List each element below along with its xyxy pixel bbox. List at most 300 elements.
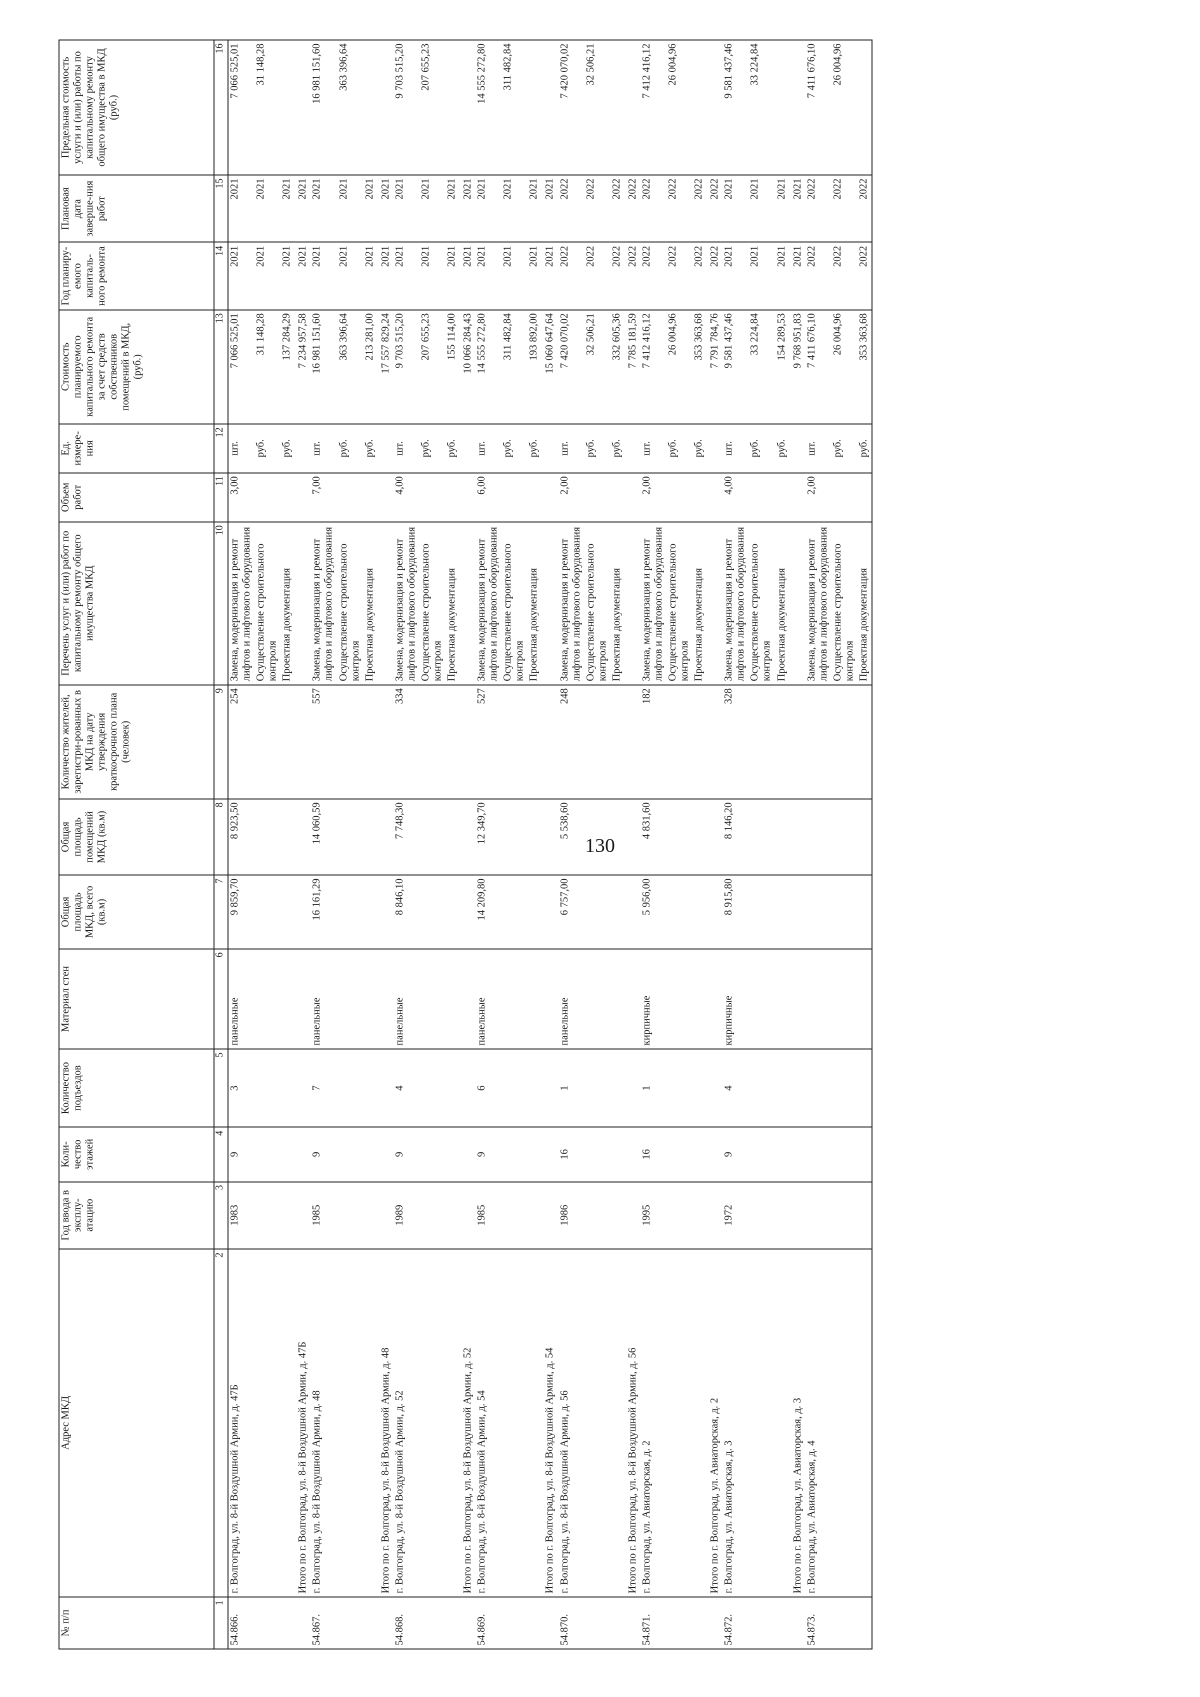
wall-material	[281, 949, 295, 1049]
commission-year	[805, 1182, 831, 1249]
work-volume	[255, 473, 281, 522]
work-name: Замена, модернизация и ремонт лифтов и лифтового оборудования	[640, 522, 666, 685]
work-unit: руб.	[749, 424, 775, 473]
total-limit-cost	[542, 40, 558, 175]
total-area	[667, 875, 693, 949]
work-volume: 2,00	[558, 473, 584, 522]
total-label: Итого по г. Волгоград, ул. 8-й Воздушной Армии, д. 56	[624, 1249, 640, 1597]
address-cell	[693, 1249, 707, 1597]
work-volume	[502, 473, 528, 522]
wall-material	[419, 949, 445, 1049]
work-year: 2022	[667, 242, 693, 309]
total-row	[707, 40, 723, 1649]
table-cell	[707, 1182, 723, 1249]
wall-material	[502, 949, 528, 1049]
table-cell	[624, 799, 640, 875]
table-cell	[295, 424, 311, 473]
work-name: Осуществление строительного контроля	[667, 522, 693, 685]
table-row	[476, 40, 502, 1649]
table-row	[528, 40, 542, 1649]
total-year: 2021	[460, 242, 476, 309]
table-cell	[460, 1597, 476, 1649]
floors-count	[255, 1127, 281, 1181]
work-volume	[667, 473, 693, 522]
residents-count	[749, 685, 775, 799]
column-header: № п/п	[59, 1597, 214, 1649]
wall-material	[831, 949, 857, 1049]
work-end-date: 2021	[502, 175, 528, 242]
table-cell	[377, 1127, 393, 1181]
address-cell: г. Волгоград, ул. 8-й Воздушной Армии, д. 56	[558, 1249, 584, 1597]
column-number: 15	[214, 175, 228, 242]
residents-count	[502, 685, 528, 799]
work-limit-cost	[775, 40, 789, 175]
work-name: Замена, модернизация и ремонт лифтов и лифтового оборудования	[723, 522, 749, 685]
rooms-area: 8 146,20	[723, 799, 749, 875]
commission-year: 1985	[311, 1182, 337, 1249]
table-cell	[460, 799, 476, 875]
work-cost: 9 703 515,20	[393, 310, 419, 424]
work-end-date: 2022	[584, 175, 610, 242]
work-name: Проектная документация	[857, 522, 872, 685]
table-cell	[295, 522, 311, 685]
total-row	[460, 40, 476, 1649]
work-limit-cost	[281, 40, 295, 175]
table-cell	[460, 1127, 476, 1181]
work-volume	[693, 473, 707, 522]
table-cell	[460, 522, 476, 685]
work-year: 2021	[363, 242, 377, 309]
table-cell	[624, 1049, 640, 1127]
entrances-count	[528, 1049, 542, 1127]
work-cost: 16 981 151,60	[311, 310, 337, 424]
floors-count: 16	[558, 1127, 584, 1181]
wall-material	[667, 949, 693, 1049]
table-row	[255, 40, 281, 1649]
rooms-area: 12 349,70	[476, 799, 502, 875]
column-number: 9	[214, 685, 228, 799]
table-cell	[707, 473, 723, 522]
work-year: 2022	[857, 242, 872, 309]
wall-material	[857, 949, 872, 1049]
entrances-count: 3	[228, 1049, 255, 1127]
address-cell: г. Волгоград, ул. 8-й Воздушной Армии, д. 52	[393, 1249, 419, 1597]
entrances-count: 7	[311, 1049, 337, 1127]
work-end-date: 2022	[610, 175, 624, 242]
floors-count: 9	[311, 1127, 337, 1181]
work-volume	[337, 473, 363, 522]
entrances-count	[667, 1049, 693, 1127]
column-header: Адрес МКД	[59, 1249, 214, 1597]
floors-count	[667, 1127, 693, 1181]
work-year: 2021	[393, 242, 419, 309]
total-area	[528, 875, 542, 949]
address-cell: г. Волгоград, ул. 8-й Воздушной Армии, д. 47Б	[228, 1249, 255, 1597]
commission-year: 1985	[476, 1182, 502, 1249]
table-cell	[377, 949, 393, 1049]
entrances-count	[857, 1049, 872, 1127]
work-end-date: 2021	[723, 175, 749, 242]
column-number: 14	[214, 242, 228, 309]
total-row	[624, 40, 640, 1649]
residents-count	[281, 685, 295, 799]
work-year: 2021	[476, 242, 502, 309]
address-cell	[610, 1249, 624, 1597]
total-area	[805, 875, 831, 949]
wall-material	[446, 949, 460, 1049]
work-year: 2022	[831, 242, 857, 309]
work-unit: руб.	[502, 424, 528, 473]
work-limit-cost: 16 981 151,60	[311, 40, 337, 175]
floors-count	[419, 1127, 445, 1181]
table-cell	[624, 1127, 640, 1181]
work-end-date: 2021	[228, 175, 255, 242]
work-year: 2021	[255, 242, 281, 309]
table-cell	[707, 424, 723, 473]
residents-count	[337, 685, 363, 799]
table-row	[337, 40, 363, 1649]
column-header: Коли-чество этажей	[59, 1127, 214, 1181]
work-year: 2022	[805, 242, 831, 309]
address-cell: г. Волгоград, ул. Авиаторская, д. 3	[723, 1249, 749, 1597]
address-cell	[857, 1249, 872, 1597]
table-cell	[295, 875, 311, 949]
row-number	[667, 1597, 693, 1649]
work-cost: 7 412 416,12	[640, 310, 666, 424]
total-area	[610, 875, 624, 949]
work-end-date: 2022	[805, 175, 831, 242]
floors-count	[857, 1127, 872, 1181]
commission-year	[255, 1182, 281, 1249]
address-cell	[584, 1249, 610, 1597]
floors-count	[693, 1127, 707, 1181]
total-year: 2022	[624, 242, 640, 309]
work-cost: 26 004,96	[667, 310, 693, 424]
entrances-count: 1	[558, 1049, 584, 1127]
row-number	[255, 1597, 281, 1649]
table-cell	[542, 1049, 558, 1127]
row-number: 54.868.	[393, 1597, 419, 1649]
work-unit: шт.	[311, 424, 337, 473]
floors-count	[446, 1127, 460, 1181]
repair-plan-table	[59, 40, 873, 1650]
work-year: 2021	[528, 242, 542, 309]
table-cell	[707, 1049, 723, 1127]
total-area	[749, 875, 775, 949]
total-row	[295, 40, 311, 1649]
work-limit-cost	[857, 40, 872, 175]
total-limit-cost	[460, 40, 476, 175]
total-area	[584, 875, 610, 949]
work-end-date: 2021	[281, 175, 295, 242]
work-name: Проектная документация	[446, 522, 460, 685]
work-cost: 154 289,53	[775, 310, 789, 424]
work-end-date: 2021	[749, 175, 775, 242]
column-header: Перечень услуг и (или) работ по капитальному ремонту общего имущества МКД	[59, 522, 214, 685]
work-unit: руб.	[775, 424, 789, 473]
rooms-area	[857, 799, 872, 875]
total-area	[857, 875, 872, 949]
work-end-date: 2021	[446, 175, 460, 242]
address-cell: г. Волгоград, ул. Авиаторская, д. 4	[805, 1249, 831, 1597]
row-number	[857, 1597, 872, 1649]
work-year: 2021	[228, 242, 255, 309]
work-year: 2022	[693, 242, 707, 309]
work-limit-cost: 26 004,96	[667, 40, 693, 175]
wall-material: панельные	[228, 949, 255, 1049]
work-name: Проектная документация	[281, 522, 295, 685]
row-number: 54.866.	[228, 1597, 255, 1649]
floors-count: 9	[723, 1127, 749, 1181]
work-cost: 31 148,28	[255, 310, 281, 424]
total-area: 6 757,00	[558, 875, 584, 949]
wall-material	[363, 949, 377, 1049]
work-name: Осуществление строительного контроля	[255, 522, 281, 685]
table-row	[775, 40, 789, 1649]
column-number-row	[214, 40, 228, 1649]
commission-year	[693, 1182, 707, 1249]
work-volume: 2,00	[640, 473, 666, 522]
commission-year	[502, 1182, 528, 1249]
table-cell	[542, 949, 558, 1049]
total-end-date: 2022	[707, 175, 723, 242]
column-header: Год планиру-емого капиталь-ного ремонта	[59, 242, 214, 309]
floors-count	[749, 1127, 775, 1181]
total-label: Итого по г. Волгоград, ул. Авиаторская, д. 3	[789, 1249, 805, 1597]
table-cell	[542, 875, 558, 949]
work-year: 2022	[640, 242, 666, 309]
table-cell	[789, 799, 805, 875]
residents-count	[446, 685, 460, 799]
work-limit-cost: 26 004,96	[831, 40, 857, 175]
work-unit: руб.	[363, 424, 377, 473]
work-unit: шт.	[228, 424, 255, 473]
column-header: Ед. измере-ния	[59, 424, 214, 473]
work-name: Осуществление строительного контроля	[831, 522, 857, 685]
total-area	[502, 875, 528, 949]
residents-count: 557	[311, 685, 337, 799]
entrances-count: 1	[640, 1049, 666, 1127]
table-row	[610, 40, 624, 1649]
work-volume	[528, 473, 542, 522]
wall-material	[528, 949, 542, 1049]
commission-year: 1972	[723, 1182, 749, 1249]
rooms-area	[584, 799, 610, 875]
total-year: 2021	[789, 242, 805, 309]
floors-count	[805, 1127, 831, 1181]
work-limit-cost	[610, 40, 624, 175]
entrances-count	[502, 1049, 528, 1127]
table-row	[502, 40, 528, 1649]
work-end-date: 2022	[693, 175, 707, 242]
floors-count	[584, 1127, 610, 1181]
work-limit-cost: 363 396,64	[337, 40, 363, 175]
address-cell	[667, 1249, 693, 1597]
total-area	[775, 875, 789, 949]
rooms-area	[693, 799, 707, 875]
table-cell	[624, 949, 640, 1049]
commission-year	[528, 1182, 542, 1249]
table-row	[228, 40, 255, 1649]
floors-count	[528, 1127, 542, 1181]
residents-count	[584, 685, 610, 799]
table-cell	[707, 1597, 723, 1649]
total-area	[255, 875, 281, 949]
table-cell	[707, 799, 723, 875]
total-end-date: 2022	[624, 175, 640, 242]
total-cost: 10 066 284,43	[460, 310, 476, 424]
table-cell	[460, 1049, 476, 1127]
work-end-date: 2022	[640, 175, 666, 242]
address-cell: г. Волгоград, ул. Авиаторская, д. 2	[640, 1249, 666, 1597]
column-header: Общая площадь МКД, всего (кв.м)	[59, 875, 214, 949]
work-limit-cost: 9 703 515,20	[393, 40, 419, 175]
work-cost: 332 605,36	[610, 310, 624, 424]
work-cost: 26 004,96	[831, 310, 857, 424]
rooms-area	[419, 799, 445, 875]
total-area: 9 859,70	[228, 875, 255, 949]
work-cost: 137 284,29	[281, 310, 295, 424]
floors-count	[831, 1127, 857, 1181]
work-end-date: 2021	[363, 175, 377, 242]
table-cell	[789, 949, 805, 1049]
work-name: Осуществление строительного контроля	[584, 522, 610, 685]
commission-year	[584, 1182, 610, 1249]
row-number: 54.873.	[805, 1597, 831, 1649]
table-cell	[295, 1127, 311, 1181]
work-year: 2021	[775, 242, 789, 309]
table-cell	[377, 522, 393, 685]
table-cell	[542, 685, 558, 799]
commission-year	[831, 1182, 857, 1249]
residents-count: 254	[228, 685, 255, 799]
work-volume: 2,00	[805, 473, 831, 522]
address-cell	[749, 1249, 775, 1597]
entrances-count	[775, 1049, 789, 1127]
wall-material	[584, 949, 610, 1049]
work-volume: 6,00	[476, 473, 502, 522]
rooms-area: 5 538,60	[558, 799, 584, 875]
work-limit-cost: 7 412 416,12	[640, 40, 666, 175]
total-cost: 15 060 647,64	[542, 310, 558, 424]
rooms-area: 7 748,30	[393, 799, 419, 875]
residents-count	[610, 685, 624, 799]
table-cell	[377, 685, 393, 799]
total-label: Итого по г. Волгоград, ул. 8-й Воздушной Армии, д. 48	[377, 1249, 393, 1597]
wall-material	[749, 949, 775, 1049]
work-limit-cost: 32 506,21	[584, 40, 610, 175]
work-year: 2022	[558, 242, 584, 309]
rooms-area: 4 831,60	[640, 799, 666, 875]
address-cell	[363, 1249, 377, 1597]
row-number	[775, 1597, 789, 1649]
row-number	[337, 1597, 363, 1649]
table-cell	[624, 685, 640, 799]
rooms-area	[528, 799, 542, 875]
work-unit: шт.	[640, 424, 666, 473]
table-row	[419, 40, 445, 1649]
work-volume	[446, 473, 460, 522]
entrances-count: 4	[723, 1049, 749, 1127]
work-cost: 353 363,68	[693, 310, 707, 424]
header-row	[59, 40, 214, 1649]
row-number	[693, 1597, 707, 1649]
table-cell	[295, 685, 311, 799]
total-year: 2021	[542, 242, 558, 309]
work-name: Замена, модернизация и ремонт лифтов и лифтового оборудования	[393, 522, 419, 685]
residents-count: 182	[640, 685, 666, 799]
work-name: Осуществление строительного контроля	[749, 522, 775, 685]
table-cell	[789, 685, 805, 799]
table-cell	[377, 1597, 393, 1649]
table-cell	[789, 1597, 805, 1649]
work-name: Осуществление строительного контроля	[502, 522, 528, 685]
work-limit-cost: 7 411 676,10	[805, 40, 831, 175]
table-cell	[295, 1182, 311, 1249]
total-area: 8 915,80	[723, 875, 749, 949]
table-cell	[624, 424, 640, 473]
table-cell	[377, 1182, 393, 1249]
work-unit: руб.	[831, 424, 857, 473]
column-number: 5	[214, 1049, 228, 1127]
table-row	[640, 40, 666, 1649]
table-row	[831, 40, 857, 1649]
column-number: 8	[214, 799, 228, 875]
table-cell	[542, 1127, 558, 1181]
rooms-area: 8 923,50	[228, 799, 255, 875]
work-cost: 32 506,21	[584, 310, 610, 424]
wall-material	[337, 949, 363, 1049]
total-limit-cost	[377, 40, 393, 175]
table-cell	[377, 875, 393, 949]
work-cost: 7 420 070,02	[558, 310, 584, 424]
column-header: Плановая дата заверше-ния работ	[59, 175, 214, 242]
rooms-area	[805, 799, 831, 875]
work-limit-cost	[693, 40, 707, 175]
table-cell	[789, 473, 805, 522]
address-cell	[502, 1249, 528, 1597]
wall-material	[610, 949, 624, 1049]
residents-count: 328	[723, 685, 749, 799]
total-year: 2021	[377, 242, 393, 309]
total-limit-cost	[624, 40, 640, 175]
commission-year	[610, 1182, 624, 1249]
entrances-count	[584, 1049, 610, 1127]
rooms-area	[255, 799, 281, 875]
table-cell	[624, 522, 640, 685]
address-cell	[419, 1249, 445, 1597]
table-cell	[624, 1597, 640, 1649]
wall-material	[255, 949, 281, 1049]
row-number	[749, 1597, 775, 1649]
total-label: Итого по г. Волгоград, ул. 8-й Воздушной Армии, д. 54	[542, 1249, 558, 1597]
commission-year	[667, 1182, 693, 1249]
table-cell	[377, 424, 393, 473]
rotated-table-container	[59, 40, 1144, 1650]
column-header: Год ввода в эксплу-атацию	[59, 1182, 214, 1249]
work-unit: руб.	[255, 424, 281, 473]
entrances-count	[363, 1049, 377, 1127]
residents-count	[419, 685, 445, 799]
column-number: 6	[214, 949, 228, 1049]
row-number	[281, 1597, 295, 1649]
address-cell	[831, 1249, 857, 1597]
table-row	[723, 40, 749, 1649]
total-end-date: 2021	[542, 175, 558, 242]
work-unit: шт.	[476, 424, 502, 473]
table-cell	[542, 473, 558, 522]
table-row	[363, 40, 377, 1649]
